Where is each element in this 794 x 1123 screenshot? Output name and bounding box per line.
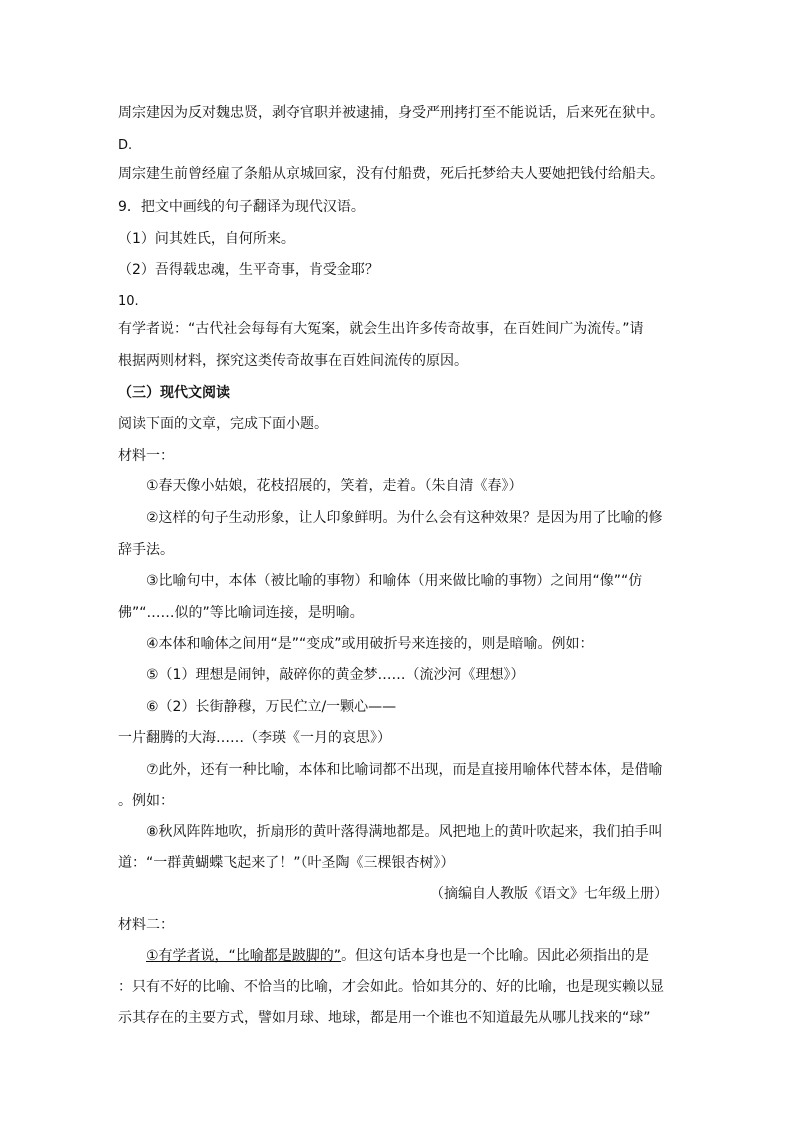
material-2-paragraph-1a-rest: 。但这句话本身也是一个比喻。因此必须指出的是	[341, 948, 650, 964]
material-1-paragraph-7a: ⑦此外，还有一种比喻，本体和比喻词都不出现，而是直接用喻体代替本体，是借喻	[146, 762, 663, 778]
material-2-paragraph-1c: 示其存在的主要方式，譬如月球、地球，都是用一个谁也不知道最先从哪儿找来的“球”	[118, 1010, 651, 1026]
option-c-text: 周宗建因为反对魏忠贤，剥夺官职并被逮捕，身受严刑拷打至不能说话，后来死在狱中。	[118, 105, 664, 121]
material-2-paragraph-1a	[146, 946, 668, 966]
material-1-paragraph-3b: 佛”“……似的”等比喻词连接，是明喻。	[118, 605, 364, 621]
material-1-paragraph-2a: ②这样的句子生动形象，让人印象鲜明。为什么会有这种效果？是因为用了比喻的修	[146, 510, 663, 526]
material-1-paragraph-6a: ⑥（2）长街静穆，万民伫立/一颗心——	[146, 699, 397, 715]
question-10-line-1: 有学者说：“古代社会每每有大冤案，就会生出许多传奇故事，在百姓间广为流传。”请	[118, 321, 644, 337]
question-10-number: 10.	[118, 294, 139, 309]
question-9-item-2: （2）吾得载忠魂，生平奇事，肯受金耶？	[118, 262, 379, 278]
underlined-quote: ①有学者说，“比喻都是跛脚的”	[146, 948, 342, 964]
material-1-paragraph-8a: ⑧秋风阵阵地吹，折扇形的黄叶落得满地都是。风把地上的黄叶吹起来，我们拍手叫	[146, 824, 663, 840]
material-1-source: （摘编自人教版《语文》七年级上册）	[430, 886, 668, 902]
material-2-label: 材料二：	[118, 917, 174, 933]
material-2-paragraph-1b: ：只有不好的比喻、不恰当的比喻，才会如此。恰如其分的、好的比喻，也是现实赖以显	[118, 979, 664, 995]
question-9-item-1: （1）问其姓氏，自何所来。	[118, 231, 295, 247]
material-1-paragraph-8b: 道：“一群黄蝴蝶飞起来了！”（叶圣陶《三棵银杏树》）	[118, 855, 455, 871]
option-d-label: D.	[118, 138, 133, 153]
material-1-paragraph-7b: 。例如：	[118, 793, 174, 809]
material-1-paragraph-5: ⑤（1）理想是闹钟，敲碎你的黄金梦……（流沙河《理想》）	[146, 667, 525, 683]
section-3-heading: （三）现代文阅读	[118, 385, 230, 401]
option-d-text: 周宗建生前曾经雇了条船从京城回家，没有付船费，死后托梦给夫人要她把钱付给船夫。	[118, 166, 664, 182]
material-1-paragraph-3a: ③比喻句中，本体（被比喻的事物）和喻体（用来做比喻的事物）之间用“像”“仿	[146, 573, 643, 589]
material-1-paragraph-6b: 一片翻腾的大海……（李瑛《一月的哀思》）	[118, 730, 391, 746]
question-9-title: 9．把文中画线的句子翻译为现代汉语。	[118, 199, 365, 215]
material-1-paragraph-4: ④本体和喻体之间用“是”“变成”或用破折号来连接的，则是暗喻。例如：	[146, 636, 594, 652]
material-1-paragraph-1: ①春天像小姑娘，花枝招展的，笑着，走着。（朱自清《春》）	[146, 478, 523, 494]
material-1-label: 材料一：	[118, 448, 174, 464]
question-10-line-2: 根据两则材料，探究这类传奇故事在百姓间流传的原因。	[118, 353, 468, 369]
section-3-instruction: 阅读下面的文章，完成下面小题。	[118, 416, 328, 432]
material-1-paragraph-2b: 辞手法。	[118, 542, 174, 558]
